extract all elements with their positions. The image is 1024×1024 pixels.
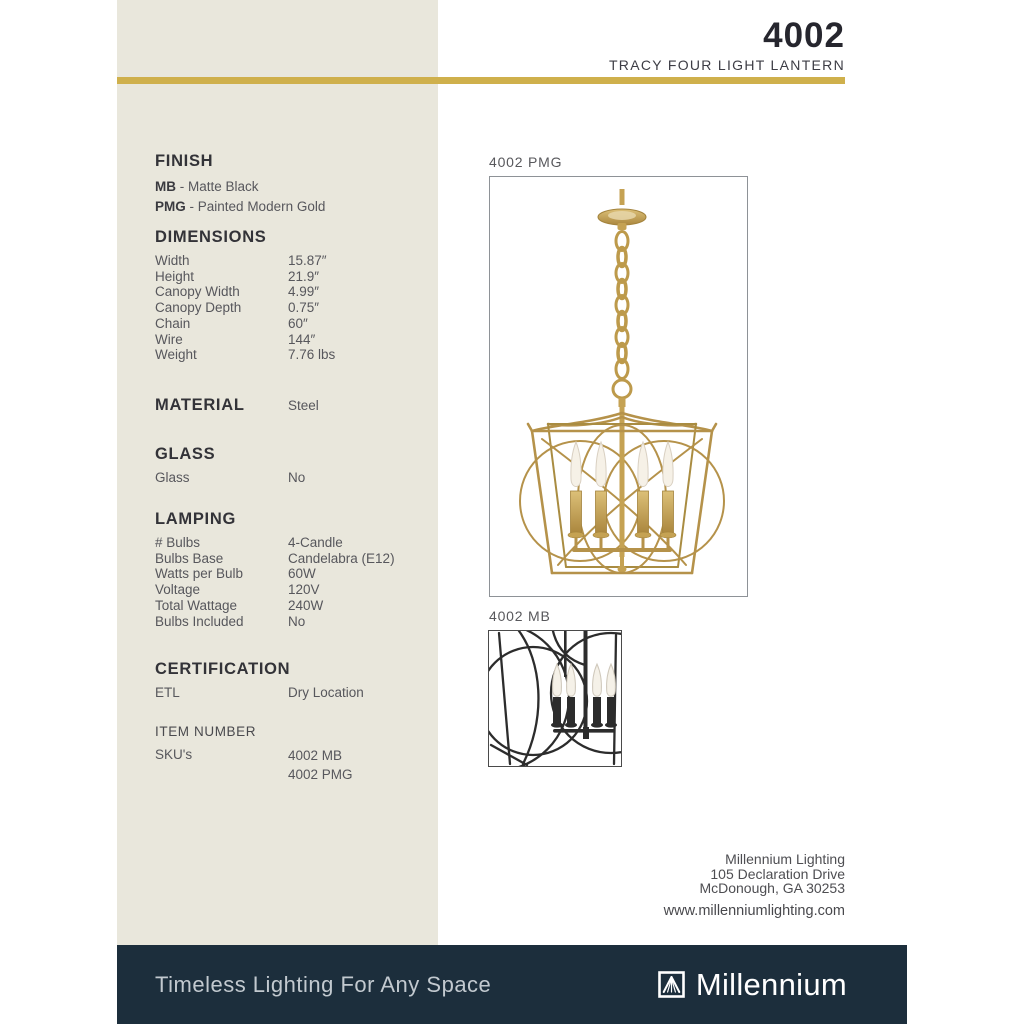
section-title: CERTIFICATION xyxy=(155,660,291,678)
brand-name: Millennium xyxy=(695,966,847,1002)
spec-row: Voltage 120V xyxy=(155,582,320,598)
product-name: TRACY FOUR LIGHT LANTERN xyxy=(608,57,845,73)
spec-row: Bulbs Included No xyxy=(155,613,306,629)
section-title: MATERIAL xyxy=(155,396,245,414)
section-title: LAMPING xyxy=(155,510,236,528)
section-glass xyxy=(155,444,440,486)
pmg-lantern-illustration xyxy=(490,177,747,596)
spec-row: Total Wattage 240W xyxy=(155,597,324,613)
section-lamping xyxy=(155,509,440,629)
section-title: ITEM NUMBER xyxy=(155,724,257,739)
gold-accent-bar xyxy=(117,77,845,84)
company-city: McDonough, GA 30253 xyxy=(699,880,845,896)
spec-row: Height 21.9″ xyxy=(155,268,320,284)
footer-bar xyxy=(117,945,907,1024)
millennium-logo-icon xyxy=(658,971,685,998)
spec-row: Canopy Depth 0.75″ xyxy=(155,300,320,316)
mb-image-label: 4002 MB xyxy=(489,608,551,624)
company-street: 105 Declaration Drive xyxy=(710,865,845,882)
spec-row: SKU's 4002 MB 4002 PMG xyxy=(155,747,440,784)
brand-logo xyxy=(658,967,847,1003)
product-number: 4002 xyxy=(763,16,845,55)
section-title: DIMENSIONS xyxy=(155,228,267,246)
section-finish xyxy=(155,151,440,216)
section-material xyxy=(155,395,440,415)
spec-row: Watts per Bulb 60W xyxy=(155,566,316,582)
spec-row: Chain 60″ xyxy=(155,315,308,331)
spec-row: Width 15.87″ xyxy=(155,253,327,268)
company-website: www.millenniumlighting.com xyxy=(663,902,845,919)
footer-tagline: Timeless Lighting For Any Space xyxy=(155,971,492,997)
company-address-block xyxy=(664,852,845,918)
spec-row: ETL Dry Location xyxy=(155,685,364,700)
spec-row: Bulbs Base Candelabra (E12) xyxy=(155,550,395,566)
spec-row: Canopy Width 4.99″ xyxy=(155,284,320,300)
company-name: Millennium Lighting xyxy=(725,851,845,867)
mb-lantern-illustration xyxy=(489,631,621,766)
section-title: GLASS xyxy=(155,445,216,463)
sku-list xyxy=(288,747,440,784)
product-image-mb xyxy=(488,630,622,767)
section-dimensions xyxy=(155,227,440,363)
page-header xyxy=(609,18,845,73)
sku-value: 4002 MB xyxy=(288,748,343,763)
section-item-number xyxy=(155,724,440,784)
spec-row: Wire 144″ xyxy=(155,331,316,347)
product-image-pmg xyxy=(489,176,748,597)
pmg-image-label: 4002 PMG xyxy=(489,154,563,170)
finish-item: MB - Matte Black xyxy=(155,179,259,194)
section-title: FINISH xyxy=(155,152,214,170)
spec-row: # Bulbs 4-Candle xyxy=(155,535,343,550)
finish-item: PMG - Painted Modern Gold xyxy=(155,198,326,214)
spec-row: Glass No xyxy=(155,470,306,485)
material-value: Steel xyxy=(288,398,319,413)
spec-row: Weight 7.76 lbs xyxy=(155,347,336,363)
sku-value: 4002 PMG xyxy=(288,766,353,782)
section-certification xyxy=(155,659,440,701)
